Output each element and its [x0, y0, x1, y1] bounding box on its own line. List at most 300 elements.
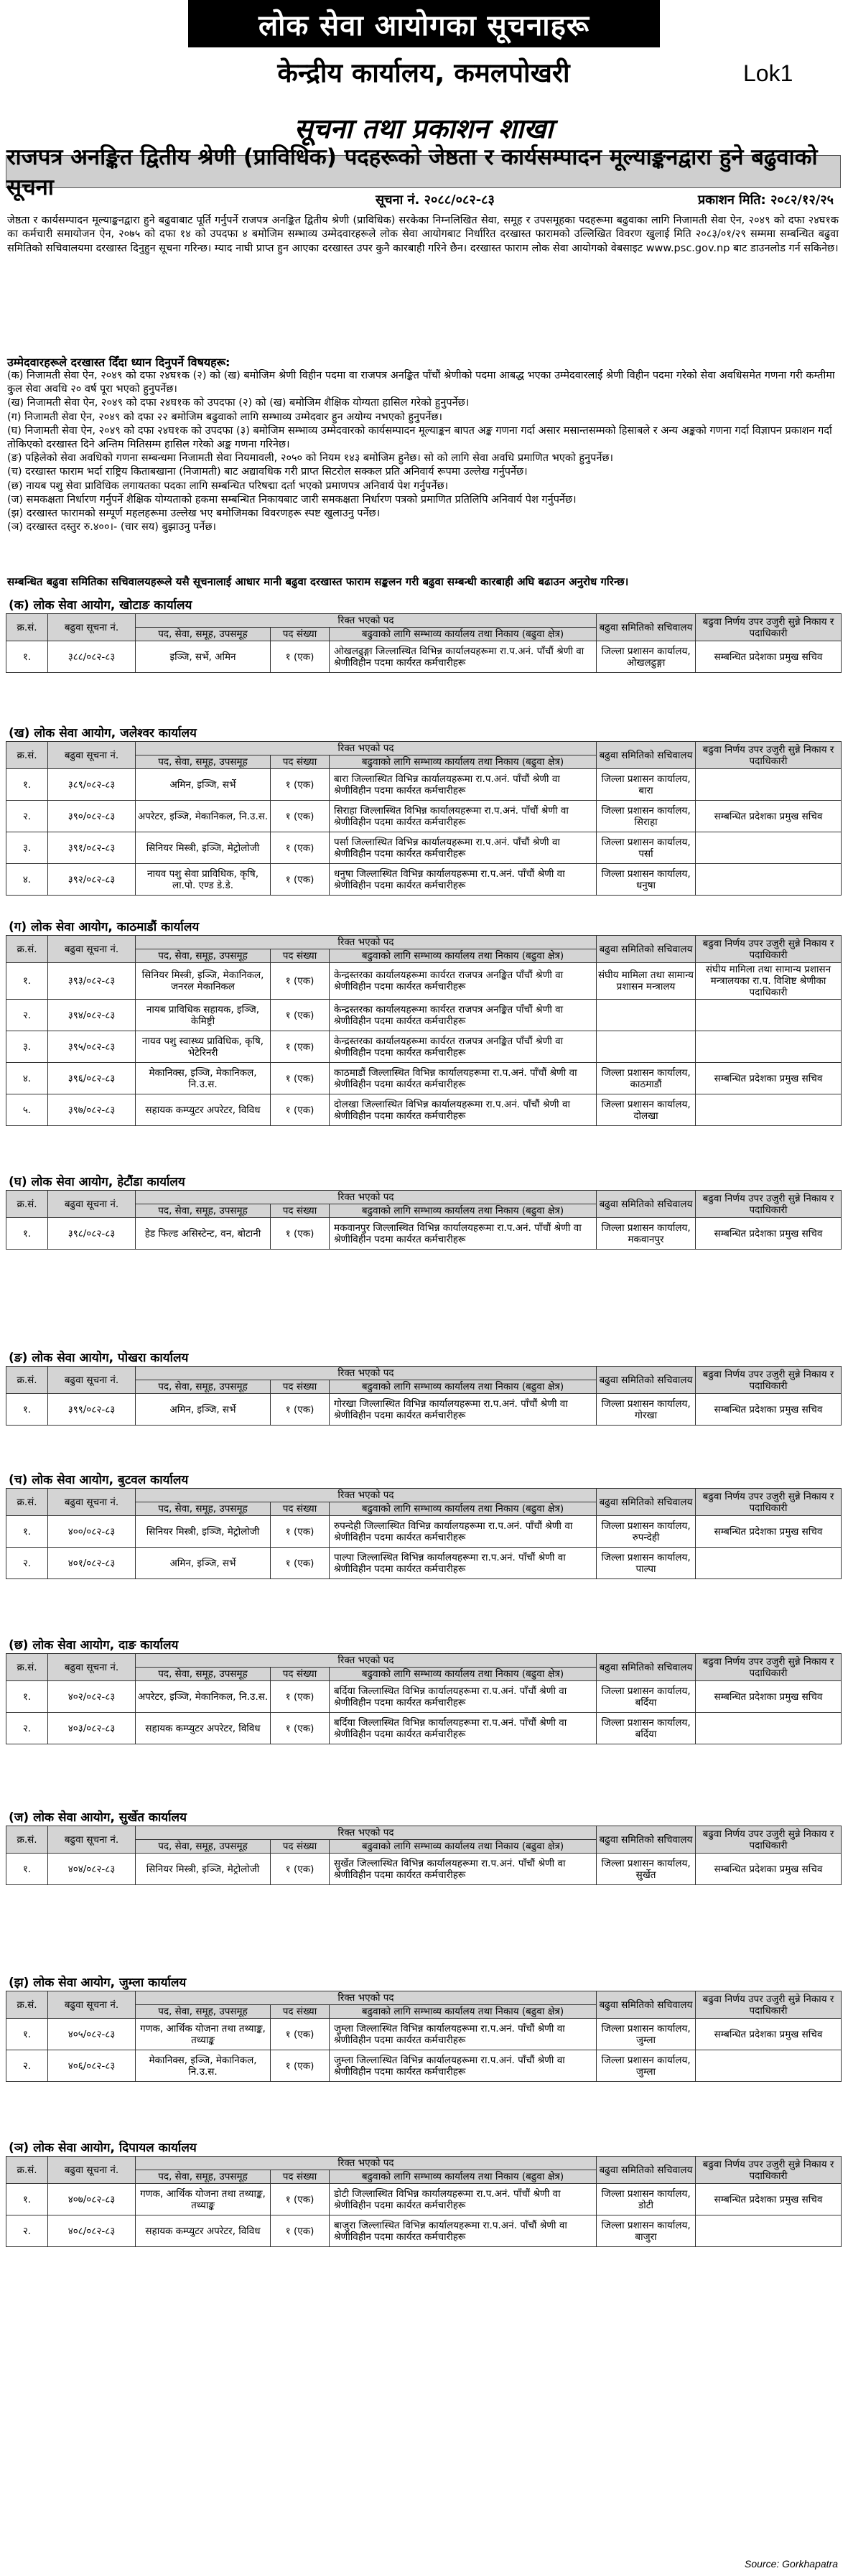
cell-office: केन्द्रस्तरका कार्यालयहरूमा कार्यरत राजपत्र अनङ्कित पाँचौं श्रेणी वा श्रेणीविहीन पदमा कार्यरत कर्मचारीहरू [330, 1000, 597, 1031]
section-title: (छ) लोक सेवा आयोग, दाङ कार्यालय [9, 1638, 179, 1652]
cell-count: १ (एक) [271, 963, 330, 1000]
header-sn: क्र.सं. [6, 1654, 48, 1681]
cell-post: नायव पशु सेवा प्राविधिक, कृषि, ला.पो. एण्ड डे.डे. [136, 864, 271, 896]
header-secretariat: बढुवा समितिको सचिवालय [597, 1991, 696, 2019]
cell-sn: १. [6, 769, 48, 801]
cell-count: १ (एक) [271, 1031, 330, 1063]
header-vacant: रिक्त भएको पद [136, 1367, 597, 1380]
cell-sn: १. [6, 2184, 48, 2215]
table-row [6, 1681, 842, 1713]
header-secretariat: बढुवा समितिको सचिवालय [597, 1654, 696, 1681]
cell-authority [696, 1548, 842, 1579]
table-row [6, 1031, 842, 1063]
header-office: बढुवाको लागि सम्भाव्य कार्यालय तथा निकाय (बढुवा क्षेत्र) [330, 1840, 597, 1854]
header-adv-no: बढुवा सूचना नं. [48, 1654, 136, 1681]
office-section [6, 919, 841, 1126]
instruction-item: (छ) नायब पशु सेवा प्राविधिक लगायतका पदका लागि सम्बन्धित परिषद्मा दर्ता भएको प्रमाणपत्र अनिवार्य पेश गर्नुपर्नेछ। [7, 480, 449, 492]
table-row [6, 1854, 842, 1885]
section-title: (ज) लोक सेवा आयोग, सुर्खेत कार्यालय [9, 1810, 187, 1825]
cell-office: गोरखा जिल्लास्थित विभिन्न कार्यालयहरूमा रा.प.अनं. पाँचौं श्रेणी वा श्रेणीविहीन पदमा कार्यरत कर्मचारीहरू [330, 1394, 597, 1426]
cell-sn: ४. [6, 864, 48, 896]
cell-adv-no: ३९२/०८२-८३ [48, 864, 136, 896]
cell-post: इञ्जि, सर्भे, अमिन [136, 641, 271, 673]
cell-authority: सम्बन्धित प्रदेशका प्रमुख सचिव [696, 1516, 842, 1548]
header-authority: बढुवा निर्णय उपर उजुरी सुन्ने निकाय र पदाधिकारी [696, 1826, 842, 1854]
header-count: पद संख्या [271, 628, 330, 641]
cell-count: १ (एक) [271, 2184, 330, 2215]
cell-count: १ (एक) [271, 769, 330, 801]
header-post: पद, सेवा, समूह, उपसमूह [136, 1840, 271, 1854]
header-authority: बढुवा निर्णय उपर उजुरी सुन्ने निकाय र पदाधिकारी [696, 742, 842, 769]
header-vacant: रिक्त भएको पद [136, 936, 597, 949]
header-vacant: रिक्त भएको पद [136, 1826, 597, 1840]
cell-adv-no: ३८८/०८२-८३ [48, 641, 136, 673]
header-sn: क्र.सं. [6, 614, 48, 641]
office-section [6, 597, 841, 673]
cell-office: जुम्ला जिल्लास्थित विभिन्न कार्यालयहरूमा रा.प.अनं. पाँचौं श्रेणी वा श्रेणीविहीन पदमा कार्यरत कर्मचारीहरू [330, 2050, 597, 2082]
cell-secretariat: जिल्ला प्रशासन कार्यालय, दोलखा [597, 1094, 696, 1126]
office-section [6, 725, 841, 896]
cell-secretariat: जिल्ला प्रशासन कार्यालय, रुपन्देही [597, 1516, 696, 1548]
cell-secretariat: जिल्ला प्रशासन कार्यालय, काठमाडौं [597, 1063, 696, 1094]
cell-adv-no: ३९१/०८२-८३ [48, 832, 136, 864]
header-adv-no: बढुवा सूचना नं. [48, 742, 136, 769]
cell-office: डोटी जिल्लास्थित विभिन्न कार्यालयहरूमा रा.प.अनं. पाँचौं श्रेणी वा श्रेणीविहीन पदमा कार्यरत कर्मचारीहरू [330, 2184, 597, 2215]
cell-secretariat: संघीय मामिला तथा सामान्य प्रशासन मन्त्रालय [597, 963, 696, 1000]
header-vacant: रिक्त भएको पद [136, 742, 597, 755]
instructions-list [7, 369, 839, 534]
branch-name: सूचना तथा प्रकाशन शाखा [294, 113, 554, 144]
cell-secretariat [597, 1031, 696, 1063]
table-row [6, 1000, 842, 1031]
cell-authority: सम्बन्धित प्रदेशका प्रमुख सचिव [696, 641, 842, 673]
office-name: केन्द्रीय कार्यालय, कमलपोखरी [277, 57, 570, 88]
cell-count: १ (एक) [271, 1394, 330, 1426]
cell-adv-no: ४०३/०८२-८३ [48, 1713, 136, 1744]
table-row [6, 2050, 842, 2082]
cell-office: मकवानपुर जिल्लास्थित विभिन्न कार्यालयहरूमा रा.प.अनं. पाँचौं श्रेणी वा श्रेणीविहीन पदमा कार्यरत कर्मचारीहरू [330, 1218, 597, 1250]
cell-authority: संघीय मामिला तथा सामान्य प्रशासन मन्त्रालयका रा.प. विशिष्ट श्रेणीका पदाधिकारी [696, 963, 842, 1000]
cell-adv-no: ३९७/०८२-८३ [48, 1094, 136, 1126]
cell-secretariat: जिल्ला प्रशासन कार्यालय, बाजुरा [597, 2215, 696, 2247]
header-vacant: रिक्त भएको पद [136, 2157, 597, 2170]
cell-sn: २. [6, 801, 48, 832]
header-vacant: रिक्त भएको पद [136, 1991, 597, 2005]
office-section [6, 2140, 841, 2247]
cell-office: बाजुरा जिल्लास्थित विभिन्न कार्यालयहरूमा रा.प.अनं. पाँचौं श्रेणी वा श्रेणीविहीन पदमा कार्यरत कर्मचारीहरू [330, 2215, 597, 2247]
section-title: (ञ) लोक सेवा आयोग, दिपायल कार्यालय [9, 2141, 197, 2155]
cell-post: अमिन, इञ्जि, सर्भे [136, 769, 271, 801]
section-title: (ग) लोक सेवा आयोग, काठमाडौं कार्यालय [9, 920, 200, 934]
header-adv-no: बढुवा सूचना नं. [48, 1367, 136, 1394]
header-office: बढुवाको लागि सम्भाव्य कार्यालय तथा निकाय (बढुवा क्षेत्र) [330, 2170, 597, 2184]
cell-secretariat: जिल्ला प्रशासन कार्यालय, जुम्ला [597, 2050, 696, 2082]
cell-office: बर्दिया जिल्लास्थित विभिन्न कार्यालयहरूमा रा.प.अनं. पाँचौं श्रेणी वा श्रेणीविहीन पदमा कार्यरत कर्मचारीहरू [330, 1713, 597, 1744]
cell-adv-no: ३९०/०८२-८३ [48, 801, 136, 832]
cell-office: धनुषा जिल्लास्थित विभिन्न कार्यालयहरूमा रा.प.अनं. पाँचौं श्रेणी वा श्रेणीविहीन पदमा कार्यरत कर्मचारीहरू [330, 864, 597, 896]
instruction-item: (घ) निजामती सेवा ऐन, २०४९ को दफा २४घ१क को उपदफा (३) बमोजिम सम्भाव्य उम्मेदवारको कार्यसम्पादन मूल्याङ्कन बापत अङ्क गणना गर्दा असार मसान्तसम्मको हिसाबले र अन्य अङ्कको गणना गर्दा विज्ञापन प्रकाशन गर्दा तोकिएको दरखास्त दिने अन्तिम मितिसम्म हासिल गरेको अङ्क गणना गरिनेछ। [7, 424, 832, 451]
cell-count: १ (एक) [271, 1713, 330, 1744]
cell-sn: १. [6, 1394, 48, 1426]
cell-office: रुपन्देही जिल्लास्थित विभिन्न कार्यालयहरूमा रा.प.अनं. पाँचौं श्रेणी वा श्रेणीविहीन पदमा कार्यरत कर्मचारीहरू [330, 1516, 597, 1548]
notice-number: सूचना नं. २०८८/०८२-८३ [376, 192, 495, 208]
cell-sn: २. [6, 2215, 48, 2247]
cell-count: १ (एक) [271, 1516, 330, 1548]
notice-title: राजपत्र अनङ्कित द्वितीय श्रेणी (प्राविधिक) पदहरूको जेष्ठता र कार्यसम्पादन मूल्याङ्कनद्वारा हुने बढुवाको सूचना [6, 155, 841, 188]
header-office: बढुवाको लागि सम्भाव्य कार्यालय तथा निकाय (बढुवा क्षेत्र) [330, 1502, 597, 1516]
cell-post: अपरेटर, इञ्जि, मेकानिकल, नि.उ.स. [136, 801, 271, 832]
cell-adv-no: ४०७/०८२-८३ [48, 2184, 136, 2215]
instruction-item: (ग) निजामती सेवा ऐन, २०४९ को दफा २२ बमोजिम बढुवाको लागि सम्भाव्य उम्मेदवार हुन अयोग्य नभएको हुनुपर्नेछ। [7, 411, 443, 423]
cell-authority: सम्बन्धित प्रदेशका प्रमुख सचिव [696, 1854, 842, 1885]
header-authority: बढुवा निर्णय उपर उजुरी सुन्ने निकाय र पदाधिकारी [696, 1991, 842, 2019]
header-office: बढुवाको लागि सम्भाव्य कार्यालय तथा निकाय (बढुवा क्षेत्र) [330, 628, 597, 641]
cell-post: सहायक कम्प्युटर अपरेटर, विविध [136, 1094, 271, 1126]
cell-secretariat: जिल्ला प्रशासन कार्यालय, सुर्खेत [597, 1854, 696, 1885]
banner-title: लोक सेवा आयोगका सूचनाहरू [188, 0, 660, 47]
notice-meta [6, 191, 841, 213]
cell-sn: ३. [6, 1031, 48, 1063]
section-title: (झ) लोक सेवा आयोग, जुम्ला कार्यालय [9, 1976, 187, 1990]
header-count: पद संख्या [271, 1502, 330, 1516]
cell-office: दोलखा जिल्लास्थित विभिन्न कार्यालयहरूमा रा.प.अनं. पाँचौं श्रेणी वा श्रेणीविहीन पदमा कार्यरत कर्मचारीहरू [330, 1094, 597, 1126]
cell-authority: सम्बन्धित प्रदेशका प्रमुख सचिव [696, 2019, 842, 2050]
header-count: पद संख्या [271, 755, 330, 769]
cell-post: हेड फिल्ड असिस्टेन्ट, वन, बोटानी [136, 1218, 271, 1250]
cell-sn: १. [6, 1218, 48, 1250]
cell-post: सिनियर मिस्त्री, इञ्जि, मेट्रोलोजी [136, 1516, 271, 1548]
promotion-table [6, 1366, 842, 1426]
cell-count: १ (एक) [271, 1218, 330, 1250]
cell-office: जुम्ला जिल्लास्थित विभिन्न कार्यालयहरूमा रा.प.अनं. पाँचौं श्रेणी वा श्रेणीविहीन पदमा कार्यरत कर्मचारीहरू [330, 2019, 597, 2050]
cell-sn: १. [6, 641, 48, 673]
cell-count: १ (एक) [271, 864, 330, 896]
header-secretariat: बढुवा समितिको सचिवालय [597, 2157, 696, 2184]
cell-sn: १. [6, 1516, 48, 1548]
cell-count: १ (एक) [271, 641, 330, 673]
cell-post: अमिन, इञ्जि, सर्भे [136, 1548, 271, 1579]
instruction-item: (ञ) दरखास्त दस्तुर रु.४००।- (चार सय) बुझाउनु पर्नेछ। [7, 521, 217, 534]
header-authority: बढुवा निर्णय उपर उजुरी सुन्ने निकाय र पदाधिकारी [696, 1654, 842, 1681]
cell-office: ओखलढुङ्गा जिल्लास्थित विभिन्न कार्यालयहरूमा रा.प.अनं. पाँचौं श्रेणी वा श्रेणीविहीन पदमा कार्यरत कर्मचारीहरू [330, 641, 597, 673]
header-sn: क्र.सं. [6, 742, 48, 769]
cell-secretariat: जिल्ला प्रशासन कार्यालय, जुम्ला [597, 2019, 696, 2050]
cell-authority: सम्बन्धित प्रदेशका प्रमुख सचिव [696, 1063, 842, 1094]
cell-count: १ (एक) [271, 1854, 330, 1885]
header-sn: क्र.सं. [6, 1489, 48, 1516]
cell-authority [696, 2215, 842, 2247]
cell-authority [696, 1000, 842, 1031]
header-count: पद संख्या [271, 1380, 330, 1394]
cell-post: मेकानिक्स, इञ्जि, मेकानिकल, नि.उ.स. [136, 2050, 271, 2082]
cell-authority [696, 1094, 842, 1126]
header-secretariat: बढुवा समितिको सचिवालय [597, 1826, 696, 1854]
cell-secretariat: जिल्ला प्रशासन कार्यालय, धनुषा [597, 864, 696, 896]
cell-secretariat: जिल्ला प्रशासन कार्यालय, ओखलढुङ्गा [597, 641, 696, 673]
promotion-table [6, 1190, 842, 1250]
cell-post: गणक, आर्थिक योजना तथा तथ्याङ्क, तथ्याङ्क [136, 2019, 271, 2050]
cell-authority: सम्बन्धित प्रदेशका प्रमुख सचिव [696, 1394, 842, 1426]
header-post: पद, सेवा, समूह, उपसमूह [136, 2005, 271, 2019]
cell-post: सहायक कम्प्युटर अपरेटर, विविध [136, 2215, 271, 2247]
cell-adv-no: ४०४/०८२-८३ [48, 1854, 136, 1885]
header-sn: क्र.सं. [6, 1191, 48, 1218]
cell-secretariat: जिल्ला प्रशासन कार्यालय, मकवानपुर [597, 1218, 696, 1250]
publish-date: प्रकाशन मिति: २०८२/१२/२५ [697, 192, 834, 208]
cell-office: केन्द्रस्तरका कार्यालयहरूमा कार्यरत राजपत्र अनङ्कित पाँचौं श्रेणी वा श्रेणीविहीन पदमा कार्यरत कर्मचारीहरू [330, 1031, 597, 1063]
header-secretariat: बढुवा समितिको सचिवालय [597, 1191, 696, 1218]
cell-sn: ५. [6, 1094, 48, 1126]
header-office: बढुवाको लागि सम्भाव्य कार्यालय तथा निकाय (बढुवा क्षेत्र) [330, 949, 597, 963]
cell-office: काठमाडौं जिल्लास्थित विभिन्न कार्यालयहरूमा रा.प.अनं. पाँचौं श्रेणी वा श्रेणीविहीन पदमा कार्यरत कर्मचारीहरू [330, 1063, 597, 1094]
header-authority: बढुवा निर्णय उपर उजुरी सुन्ने निकाय र पदाधिकारी [696, 614, 842, 641]
source-credit: Source: Gorkhapatra [745, 2558, 838, 2570]
table-row [6, 864, 842, 896]
office-section [6, 1174, 841, 1250]
table-row [6, 963, 842, 1000]
cell-sn: २. [6, 1000, 48, 1031]
header-adv-no: बढुवा सूचना नं. [48, 1991, 136, 2019]
instruction-item: (ङ) पहिलेको सेवा अवधिको गणना सम्बन्धमा निजामती सेवा नियमावली, २०५० को नियम १४३ बमोजिम हुनेछ। सो को लागि सेवा अवधि प्रमाणित भएको हुनुपर्नेछ। [7, 452, 614, 465]
cell-adv-no: ४०८/०८२-८३ [48, 2215, 136, 2247]
cell-office: पाल्पा जिल्लास्थित विभिन्न कार्यालयहरूमा रा.प.अनं. पाँचौं श्रेणी वा श्रेणीविहीन पदमा कार्यरत कर्मचारीहरू [330, 1548, 597, 1579]
header-vacant: रिक्त भएको पद [136, 1654, 597, 1668]
cell-sn: २. [6, 1548, 48, 1579]
table-row [6, 2184, 842, 2215]
header-post: पद, सेवा, समूह, उपसमूह [136, 755, 271, 769]
cell-post: सहायक कम्प्युटर अपरेटर, विविध [136, 1713, 271, 1744]
closing-note: सम्बन्धित बढुवा समितिका सचिवालयहरूले यसै सूचनालाई आधार मानी बढुवा दरखास्त फाराम सङ्कलन गरी बढुवा सम्बन्धी कारबाही अघि बढाउन अनुरोध गरिन्छ। [7, 575, 629, 588]
cell-sn: ४. [6, 1063, 48, 1094]
header-count: पद संख्या [271, 1840, 330, 1854]
cell-post: अपरेटर, इञ्जि, मेकानिकल, नि.उ.स. [136, 1681, 271, 1713]
instruction-item: (ख) निजामती सेवा ऐन, २०४९ को दफा २४घ१क को उपदफा (२) को (ख) बमोजिम शैक्षिक योग्यता हासिल गरेको हुनुपर्नेछ। [7, 397, 470, 409]
header-sn: क्र.सं. [6, 936, 48, 963]
cell-count: १ (एक) [271, 1548, 330, 1579]
cell-authority: सम्बन्धित प्रदेशका प्रमुख सचिव [696, 801, 842, 832]
cell-post: नायब प्राविधिक सहायक, इञ्जि, केमिष्ट्री [136, 1000, 271, 1031]
header-authority: बढुवा निर्णय उपर उजुरी सुन्ने निकाय र पदाधिकारी [696, 1489, 842, 1516]
header-office: बढुवाको लागि सम्भाव्य कार्यालय तथा निकाय (बढुवा क्षेत्र) [330, 1204, 597, 1218]
header-count: पद संख्या [271, 949, 330, 963]
table-row [6, 641, 842, 673]
cell-post: गणक, आर्थिक योजना तथा तथ्याङ्क, तथ्याङ्क [136, 2184, 271, 2215]
header-adv-no: बढुवा सूचना नं. [48, 614, 136, 641]
cell-adv-no: ३९४/०८२-८३ [48, 1000, 136, 1031]
cell-count: १ (एक) [271, 1681, 330, 1713]
header-sn: क्र.सं. [6, 2157, 48, 2184]
header-secretariat: बढुवा समितिको सचिवालय [597, 936, 696, 963]
header-secretariat: बढुवा समितिको सचिवालय [597, 1367, 696, 1394]
cell-office: सिराहा जिल्लास्थित विभिन्न कार्यालयहरूमा रा.प.अनं. पाँचौं श्रेणी वा श्रेणीविहीन पदमा कार्यरत कर्मचारीहरू [330, 801, 597, 832]
header-secretariat: बढुवा समितिको सचिवालय [597, 742, 696, 769]
cell-sn: १. [6, 1854, 48, 1885]
cell-secretariat: जिल्ला प्रशासन कार्यालय, सिराहा [597, 801, 696, 832]
header-office: बढुवाको लागि सम्भाव्य कार्यालय तथा निकाय (बढुवा क्षेत्र) [330, 2005, 597, 2019]
cell-sn: ३. [6, 832, 48, 864]
table-row [6, 1063, 842, 1094]
header-vacant: रिक्त भएको पद [136, 1489, 597, 1502]
cell-post: सिनियर मिस्त्री, इञ्जि, मेकानिकल, जनरल मेकानिकल [136, 963, 271, 1000]
cell-secretariat: जिल्ला प्रशासन कार्यालय, पर्सा [597, 832, 696, 864]
cell-authority [696, 1031, 842, 1063]
cell-authority: सम्बन्धित प्रदेशका प्रमुख सचिव [696, 2184, 842, 2215]
instructions-title: उम्मेदवारहरूले दरखास्त दिँदा ध्यान दिनुपर्ने विषयहरू: [7, 355, 230, 369]
cell-secretariat: जिल्ला प्रशासन कार्यालय, बारा [597, 769, 696, 801]
header-authority: बढुवा निर्णय उपर उजुरी सुन्ने निकाय र पदाधिकारी [696, 2157, 842, 2184]
section-title: (ख) लोक सेवा आयोग, जलेश्वर कार्यालय [9, 726, 197, 740]
cell-count: १ (एक) [271, 2215, 330, 2247]
header-post: पद, सेवा, समूह, उपसमूह [136, 1204, 271, 1218]
instruction-item: (झ) दरखास्त फारामको सम्पूर्ण महलहरूमा उल्लेख भए बमोजिमका विवरणहरू स्पष्ट खुलाउनु पर्नेछ। [7, 508, 381, 520]
header-vacant: रिक्त भएको पद [136, 614, 597, 628]
cell-adv-no: ४००/०८२-८३ [48, 1516, 136, 1548]
cell-adv-no: ३९३/०८२-८३ [48, 963, 136, 1000]
cell-office: बारा जिल्लास्थित विभिन्न कार्यालयहरूमा रा.प.अनं. पाँचौं श्रेणी वा श्रेणीविहीन पदमा कार्यरत कर्मचारीहरू [330, 769, 597, 801]
cell-adv-no: ४०१/०८२-८३ [48, 1548, 136, 1579]
cell-office: बर्दिया जिल्लास्थित विभिन्न कार्यालयहरूमा रा.प.अनं. पाँचौं श्रेणी वा श्रेणीविहीन पदमा कार्यरत कर्मचारीहरू [330, 1681, 597, 1713]
cell-authority [696, 832, 842, 864]
promotion-table [6, 1653, 842, 1744]
promotion-table [6, 613, 842, 673]
cell-adv-no: ३९९/०८२-८३ [48, 1394, 136, 1426]
header-authority: बढुवा निर्णय उपर उजुरी सुन्ने निकाय र पदाधिकारी [696, 936, 842, 963]
header-office: बढुवाको लागि सम्भाव्य कार्यालय तथा निकाय (बढुवा क्षेत्र) [330, 1668, 597, 1681]
header-count: पद संख्या [271, 2170, 330, 2184]
header-adv-no: बढुवा सूचना नं. [48, 936, 136, 963]
cell-authority [696, 1713, 842, 1744]
header-authority: बढुवा निर्णय उपर उजुरी सुन्ने निकाय र पदाधिकारी [696, 1367, 842, 1394]
cell-secretariat: जिल्ला प्रशासन कार्यालय, पाल्पा [597, 1548, 696, 1579]
header-office: बढुवाको लागि सम्भाव्य कार्यालय तथा निकाय (बढुवा क्षेत्र) [330, 1380, 597, 1394]
cell-sn: २. [6, 2050, 48, 2082]
table-row [6, 769, 842, 801]
cell-post: सिनियर मिस्त्री, इञ्जि, मेट्रोलोजी [136, 1854, 271, 1885]
header-count: पद संख्या [271, 2005, 330, 2019]
table-row [6, 1713, 842, 1744]
promotion-table [6, 741, 842, 896]
cell-authority: सम्बन्धित प्रदेशका प्रमुख सचिव [696, 1218, 842, 1250]
header-post: पद, सेवा, समूह, उपसमूह [136, 1380, 271, 1394]
header-secretariat: बढुवा समितिको सचिवालय [597, 614, 696, 641]
table-row [6, 1218, 842, 1250]
cell-adv-no: ४०५/०८२-८३ [48, 2019, 136, 2050]
section-title: (घ) लोक सेवा आयोग, हेटौंडा कार्यालय [9, 1175, 185, 1189]
cell-post: नायव पशु स्वास्थ्य प्राविधिक, कृषि, भेटेरिनरी [136, 1031, 271, 1063]
header-post: पद, सेवा, समूह, उपसमूह [136, 2170, 271, 2184]
header-post: पद, सेवा, समूह, उपसमूह [136, 1502, 271, 1516]
header-sn: क्र.सं. [6, 1367, 48, 1394]
cell-secretariat [597, 1000, 696, 1031]
header-adv-no: बढुवा सूचना नं. [48, 1826, 136, 1854]
office-section [6, 1810, 841, 1885]
office-section [6, 1637, 841, 1744]
section-title: (क) लोक सेवा आयोग, खोटाङ कार्यालय [9, 598, 192, 613]
section-title: (ङ) लोक सेवा आयोग, पोखरा कार्यालय [9, 1351, 189, 1365]
table-row [6, 2215, 842, 2247]
header-authority: बढुवा निर्णय उपर उजुरी सुन्ने निकाय र पदाधिकारी [696, 1191, 842, 1218]
cell-sn: १. [6, 2019, 48, 2050]
header-adv-no: बढुवा सूचना नं. [48, 2157, 136, 2184]
cell-sn: १. [6, 1681, 48, 1713]
cell-authority [696, 2050, 842, 2082]
cell-count: १ (एक) [271, 832, 330, 864]
cell-count: १ (एक) [271, 2019, 330, 2050]
promotion-table [6, 1488, 842, 1579]
intro-paragraph: जेष्ठता र कार्यसम्पादन मूल्याङ्कनद्वारा हुने बढुवाबाट पूर्ति गर्नुपर्ने राजपत्र अनङ्कित द्वितीय श्रेणी (प्राविधिक) सरकेका निम्नलिखित सेवा, समूह र उपसमूहका पदहरूमा बढुवाका लागि निजामती सेवा ऐन, २०४९ को दफा २४घ१क का कर्मचारी समायोजन ऐन, २०७५ को दफा १४ को उपदफा ४ बमोजिम सम्भाव्य उम्मेदवारहरूले लोक सेवा आयोगबाट निर्धारित दरखास्त फारामको उल्लिखित विवरण खुलाई मिति २०८३/०१/२९ सम्ममा सम्बन्धित बढुवा समितिको सचिवालयमा दरखास्त दिनुहुन सूचना गरिन्छ। म्याद नाघी प्राप्त हुन आएका दरखास्त उपर कुनै कारबाही गरिने छैन। दरखास्त फाराम लोक सेवा आयोगको वेबसाइट www.psc.gov.np बाट डाउनलोड गर्न सकिनेछ। [7, 215, 839, 254]
office-section [6, 1975, 841, 2082]
header-adv-no: बढुवा सूचना नं. [48, 1489, 136, 1516]
table-row [6, 1516, 842, 1548]
header-count: पद संख्या [271, 1668, 330, 1681]
cell-authority: सम्बन्धित प्रदेशका प्रमुख सचिव [696, 1681, 842, 1713]
cell-adv-no: ३९८/०८२-८३ [48, 1218, 136, 1250]
header-count: पद संख्या [271, 1204, 330, 1218]
cell-office: केन्द्रस्तरका कार्यालयहरूमा कार्यरत राजपत्र अनङ्कित पाँचौं श्रेणी वा श्रेणीविहीन पदमा कार्यरत कर्मचारीहरू [330, 963, 597, 1000]
cell-authority [696, 769, 842, 801]
cell-count: १ (एक) [271, 1063, 330, 1094]
cell-office: पर्सा जिल्लास्थित विभिन्न कार्यालयहरूमा रा.प.अनं. पाँचौं श्रेणी वा श्रेणीविहीन पदमा कार्यरत कर्मचारीहरू [330, 832, 597, 864]
cell-count: १ (एक) [271, 801, 330, 832]
cell-secretariat: जिल्ला प्रशासन कार्यालय, गोरखा [597, 1394, 696, 1426]
cell-post: अमिन, इञ्जि, सर्भे [136, 1394, 271, 1426]
cell-sn: १. [6, 963, 48, 1000]
header-post: पद, सेवा, समूह, उपसमूह [136, 628, 271, 641]
header-post: पद, सेवा, समूह, उपसमूह [136, 949, 271, 963]
header-sn: क्र.सं. [6, 1826, 48, 1854]
promotion-table [6, 935, 842, 1126]
promotion-table [6, 1826, 842, 1885]
cell-office: सुर्खेत जिल्लास्थित विभिन्न कार्यालयहरूमा रा.प.अनं. पाँचौं श्रेणी वा श्रेणीविहीन पदमा कार्यरत कर्मचारीहरू [330, 1854, 597, 1885]
cell-secretariat: जिल्ला प्रशासन कार्यालय, बर्दिया [597, 1681, 696, 1713]
header-secretariat: बढुवा समितिको सचिवालय [597, 1489, 696, 1516]
header-sn: क्र.सं. [6, 1991, 48, 2019]
table-row [6, 801, 842, 832]
cell-post: मेकानिक्स, इञ्जि, मेकानिकल, नि.उ.स. [136, 1063, 271, 1094]
header-post: पद, सेवा, समूह, उपसमूह [136, 1668, 271, 1681]
cell-adv-no: ३९६/०८२-८३ [48, 1063, 136, 1094]
table-row [6, 2019, 842, 2050]
header-adv-no: बढुवा सूचना नं. [48, 1191, 136, 1218]
cell-secretariat: जिल्ला प्रशासन कार्यालय, बर्दिया [597, 1713, 696, 1744]
cell-count: १ (एक) [271, 1094, 330, 1126]
cell-adv-no: ४०२/०८२-८३ [48, 1681, 136, 1713]
cell-adv-no: ३८९/०८२-८३ [48, 769, 136, 801]
promotion-table [6, 1991, 842, 2082]
notice-code: Lok1 [743, 60, 793, 86]
cell-authority [696, 864, 842, 896]
table-row [6, 832, 842, 864]
cell-count: १ (एक) [271, 2050, 330, 2082]
instruction-item: (ज) समकक्षता निर्धारण गर्नुपर्ने शैक्षिक योग्यताको हकमा सम्बन्धित निकायबाट जारी समकक्षता निर्धारण पत्रको प्रमाणित प्रतिलिपि अनिवार्य पेश गर्नुपर्नेछ। [7, 493, 577, 506]
cell-adv-no: ३९५/०८२-८३ [48, 1031, 136, 1063]
table-row [6, 1394, 842, 1426]
table-row [6, 1548, 842, 1579]
table-row [6, 1094, 842, 1126]
cell-count: १ (एक) [271, 1000, 330, 1031]
cell-adv-no: ४०६/०८२-८३ [48, 2050, 136, 2082]
cell-post: सिनियर मिस्त्री, इञ्जि, मेट्रोलोजी [136, 832, 271, 864]
instruction-item: (च) दरखास्त फाराम भर्दा राष्ट्रिय किताबखाना (निजामती) बाट अद्यावधिक गरी प्राप्त सिटरोल सक्कल प्रति अनिवार्य रूपमा उल्लेख गर्नुपर्नेछ। [7, 466, 528, 478]
cell-sn: २. [6, 1713, 48, 1744]
office-section [6, 1350, 841, 1426]
office-section [6, 1472, 841, 1579]
promotion-table [6, 2156, 842, 2247]
section-title: (च) लोक सेवा आयोग, बुटवल कार्यालय [9, 1473, 189, 1487]
header-vacant: रिक्त भएको पद [136, 1191, 597, 1204]
cell-secretariat: जिल्ला प्रशासन कार्यालय, डोटी [597, 2184, 696, 2215]
instruction-item: (क) निजामती सेवा ऐन, २०४९ को दफा २४घ१क (२) को (ख) बमोजिम श्रेणी विहीन पदमा वा राजपत्र अनङ्कित पाँचौं श्रेणीको पदमा आबद्ध भएका उम्मेदवारलाई श्रेणी विहीन पदमा गरेको सेवा अवधिसमेत गणना गरी कम्तीमा कुल सेवा अवधि २० वर्ष पूरा भएको हुनुपर्नेछ। [7, 370, 835, 396]
